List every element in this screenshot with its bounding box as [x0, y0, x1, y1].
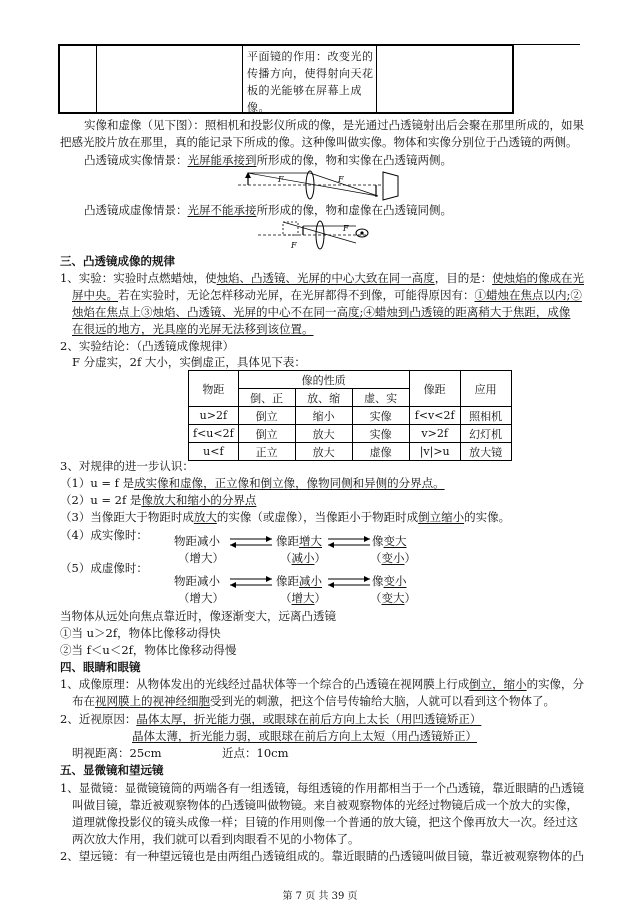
paragraph-line: 2、实验结论：（凸透镜成像规律） [60, 339, 235, 353]
paragraph-line: 近点：10cm [222, 746, 289, 760]
section-title: 四、眼睛和眼镜 [60, 660, 141, 674]
virtual-image-diagram [258, 218, 388, 252]
page-footer: 第 7 页 共 39 页 [282, 891, 358, 902]
cell: 放大 [295, 443, 352, 461]
underlined-text: 光屏能承接到 [187, 153, 257, 167]
double-arrow-icon [326, 536, 372, 548]
paragraph-line: （5）成虚像时： [60, 561, 148, 575]
cell: f<u<2f [189, 425, 239, 443]
focal-label: F [291, 241, 297, 250]
paragraph-line: 在很远的地方，光具座的光屏无法移到该位置。 [72, 322, 314, 336]
paragraph-line: 当物体从远处向焦点靠近时，像逐渐变大，远离凸透镜 [60, 609, 336, 623]
sub-header-cell: 虚、实 [352, 389, 409, 407]
sub-header-cell: 倒、正 [238, 389, 295, 407]
cell: 实像 [352, 425, 409, 443]
paragraph-line: 把感光胶片放在那里，真的能记录下所成的像。这种像叫做实像。物体和实像分别位于凸透镜的两侧。 [60, 135, 578, 149]
paragraph-line: ①当 u＞2f，物体比像移动得快 [60, 626, 221, 640]
cell: 倒立 [238, 425, 295, 443]
underlined-text: 光屏不能承接 [187, 203, 257, 217]
real-image-chain: 物距减小 （增大） 像距增大 （减小） 像变大 （变小） [174, 534, 416, 565]
table-row [189, 407, 512, 425]
paragraph-line: （1）u = f 是成实像和虚像，正立像和倒立像，像物同侧和异侧的分界点。 [60, 476, 445, 490]
focal-label: F [338, 175, 344, 184]
paragraph-line: 布在视网膜上的视神经细胞受到光的刺激，把这个信号传输给大脑，人就可以看到这个物体了。 [72, 694, 555, 708]
paragraph-line: 实像和虚像（见下图）：照相机和投影仪所成的像，是光通过凸透镜射出后会聚在那里所成的，如果 [84, 118, 584, 132]
cell: 实像 [352, 407, 409, 425]
cell: 照相机 [460, 407, 511, 425]
paragraph-line: 2、望远镜：有一种望远镜也是由两组凸透镜组成的。靠近眼睛的凸透镜叫做目镜，靠近被观察物体的凸 [60, 849, 584, 863]
cell: f<v<2f [409, 407, 460, 425]
header-cell: 像距 [409, 371, 460, 407]
paragraph-line: 道理就像投影仪的镜头成像一样；目镜的作用则像一个普通的放大镜，把这个像再放大一次。经过这 [72, 815, 578, 829]
cell: 正立 [238, 443, 295, 461]
header-cell: 物距 [189, 371, 239, 407]
cell: 虚像 [352, 443, 409, 461]
paragraph-line: 2、近视原因：晶体太厚，折光能力强，或眼球在前后方向上太长（用凹透镜矫正） [60, 712, 482, 726]
paragraph-line: （2）u = 2f 是像放大和缩小的分界点 [60, 493, 257, 507]
cell: |v|>u [409, 443, 460, 461]
top-table [58, 44, 514, 114]
paragraph-line: 叫做目镜，靠近被观察物体的凸透镜叫做物镜。来自被观察物体的光经过物镜后成一个放大的实像， [72, 798, 578, 812]
paragraph-line: 1、实验：实验时点燃蜡烛，使烛焰、凸透镜、光屏的中心大致在同一高度，目的是：使烛焰的像成在光 [60, 271, 584, 285]
focal-label: F [343, 224, 349, 233]
header-cell: 应用 [460, 371, 511, 407]
virtual-image-chain: 物距减小 （增大） 像距减小 （增大） 像变小 （变大） [174, 574, 416, 605]
imaging-rules-table [188, 370, 512, 461]
section-title: 五、显微镜和望远镜 [60, 763, 164, 777]
double-arrow-icon [326, 576, 372, 588]
paragraph-line: F 分虚实，2f 大小，实倒虚正，具体见下表： [72, 355, 306, 369]
paragraph-line: （3）当像距大于物距时成放大的实像（或虚像），当像距小于物距时成倒立缩小的实像。 [60, 510, 511, 524]
paragraph-line: 两次放大作用，我们就可以看到肉眼看不见的小物体了。 [72, 832, 360, 846]
paragraph-line: 3、对规律的进一步认识： [60, 459, 194, 473]
text: 所形成的像，物和实像在凸透镜两侧。 [256, 153, 452, 167]
paragraph-line: 烛焰在焦点上③烛焰、凸透镜、光屏的中心不在同一高度;④蜡烛到凸透镜的距离稍大于焦距，成像 [72, 305, 571, 319]
real-image-diagram [238, 168, 408, 202]
cell: 缩小 [295, 407, 352, 425]
sub-header-cell: 放、缩 [295, 389, 352, 407]
virtual-image-sentence [84, 202, 452, 218]
paragraph-line: （4）成实像时： [60, 528, 148, 542]
cell: 幻灯机 [460, 425, 511, 443]
paragraph-line: 明视距离：25cm [72, 746, 162, 760]
table-row [189, 443, 512, 461]
cell: u>2f [189, 407, 239, 425]
cell: 放大镜 [460, 443, 511, 461]
focal-label: F [278, 175, 284, 184]
cell: 放大 [295, 425, 352, 443]
cell: 倒立 [238, 407, 295, 425]
table-top-border-extension [514, 44, 580, 45]
real-image-sentence [84, 152, 452, 168]
cell: u<f [189, 443, 239, 461]
table-cell-text: 平面镜的作用：改变光的传播方向，使得射向天花板的光能够在屏幕上成像。 [247, 50, 374, 114]
table-divider [242, 46, 243, 112]
paragraph-line: ②当 f＜u＜2f，物体比像移动得慢 [60, 643, 237, 657]
paragraph-line: 1、显微镜：显微镜镜筒的两端各有一组透镜，每组透镜的作用都相当于一个凸透镜，靠近眼睛的凸透镜 [60, 781, 584, 795]
label: 凸透镜成实像情景： [84, 153, 188, 167]
section-title: 三、凸透镜成像的规律 [60, 254, 175, 268]
paragraph-line: 晶体太薄，折光能力弱，或眼球在前后方向上太短（用凸透镜矫正） [132, 729, 477, 743]
paragraph-line: 屏中央。若在实验时，无论怎样移动光屏，在光屏都得不到像，可能得原因有：①蜡烛在焦点以内;② [72, 288, 582, 302]
table-row [189, 425, 512, 443]
table-divider [96, 46, 97, 112]
double-arrow-icon [228, 536, 274, 548]
paragraph-line: 1、成像原理：从物体发出的光线经过晶状体等一个综合的凸透镜在视网膜上行成倒立，缩小的实像，分 [60, 677, 584, 691]
label: 凸透镜成虚像情景： [84, 203, 188, 217]
cell: v>2f [409, 425, 460, 443]
double-arrow-icon [228, 576, 274, 588]
header-cell: 像的性质 [238, 371, 409, 389]
text: 所形成的像，物和虚像在凸透镜同侧。 [256, 203, 452, 217]
